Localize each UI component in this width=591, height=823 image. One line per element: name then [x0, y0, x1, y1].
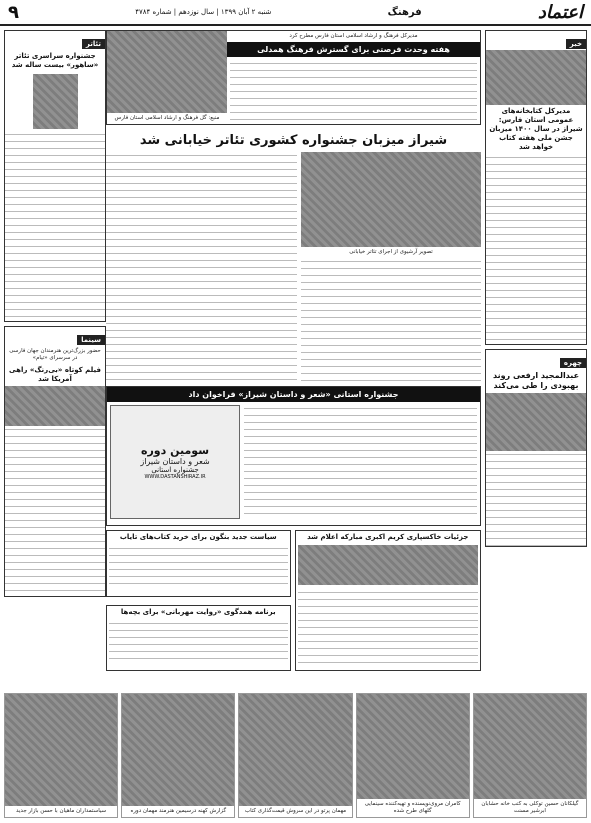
strip-item — [473, 693, 587, 818]
photo-strip — [4, 693, 587, 818]
unity-kicker: مدیرکل فرهنگ و ارشاد اسلامی استان فارس مطرح کرد — [289, 33, 418, 39]
mid-story-title: سیاست جدید بنگون برای خرید کتاب‌های تایاب — [119, 533, 277, 541]
lead-caption: تصویر آرشیوی از اجرای تئاتر خیابانی — [349, 249, 433, 255]
mid-story-photo — [298, 545, 479, 585]
unity-week-story — [106, 30, 481, 125]
news-photo — [486, 50, 586, 105]
strip-caption: مهمان پرتو در این سروش قیمت‌گذاری کتاب — [244, 808, 347, 814]
strip-caption: کامران مروی‌نویسنده و تهیه‌کننده سینمایی گلهای طرح شده — [364, 801, 461, 814]
newspaper-logo: اعتماد — [537, 1, 583, 23]
news-title: مدیرکل کتابخانه‌های عمومی استان فارس: شیراز در سال ۱۴۰۰ میزبان جشن ملی هفته کتاب خواهد شد — [489, 107, 583, 151]
mid-story-title: جزئیات خاکسپاری کریم اکبری مبارکه اعلام شد — [307, 533, 469, 541]
strip-item — [121, 693, 235, 818]
lead-photo — [301, 152, 481, 247]
news-tag: خبر — [566, 39, 586, 49]
poster-line3: جشنواره استانی — [151, 466, 199, 474]
strip-photo — [122, 694, 234, 806]
poster-line1: سومین دوره — [140, 444, 210, 457]
film-reel-photo — [5, 386, 105, 426]
strip-item — [238, 693, 352, 818]
mid-story — [106, 530, 291, 597]
mid-story — [295, 530, 482, 671]
poetry-title: جشنواره استانی «شعر و داستان شیراز» فراخوان داد — [107, 387, 480, 402]
strip-caption: سیاستمداران ماهیان با حسن بازار جدید — [16, 808, 107, 814]
theater-tag: تئاتر — [82, 39, 105, 49]
person-photo — [486, 393, 586, 451]
strip-photo — [239, 694, 351, 806]
person-box — [485, 349, 587, 547]
strip-item — [4, 693, 118, 818]
cinema-tag: سینما — [77, 335, 105, 345]
page-number: ۹ — [8, 1, 19, 23]
dateline: شنبه ۲ آبان ۱۳۹۹ | سال نوزدهم | شماره ۴۷۸۴ — [135, 8, 272, 16]
poster-line2: شعر و داستان شیراز — [140, 457, 210, 466]
strip-item — [356, 693, 470, 818]
person-title: عبدالمجید ارفعی روند بهبودی را طی می‌کند — [492, 371, 580, 390]
poster-url: WWW.DASTANSHIRAZ.IR — [144, 474, 206, 480]
unity-title: هفته وحدت فرصتی برای گسترش فرهنگ همدلی — [227, 42, 480, 57]
strip-photo — [357, 694, 469, 799]
cinema-kicker: حضور بزرگ‌ترین هنرمندان جهان فارسی در سرسرای «تیام» — [9, 348, 101, 361]
strip-photo — [5, 694, 117, 806]
poetry-poster — [110, 405, 240, 519]
mid-story-title: برنامه همدگوی «روایت مهربانی» برای بچه‌ها — [120, 607, 276, 616]
news-body — [486, 154, 586, 344]
strip-photo — [474, 694, 586, 799]
news-box — [485, 30, 587, 345]
theater-box — [4, 30, 106, 322]
theater-title: جشنواره سراسری تئاتر «ساهور» بیست ساله شد — [11, 52, 99, 69]
poetry-festival-story — [106, 386, 481, 526]
lead-title: شیراز میزبان جشنواره کشوری تئاتر خیابانی شد — [139, 133, 448, 148]
mid-stories — [106, 530, 481, 675]
strip-caption: گزارش کهنه درسیمین هنرمند مهمان دوره — [130, 808, 227, 814]
theater-poster — [33, 74, 78, 129]
person-body — [486, 451, 586, 546]
unity-photo-caption: منبع: گل فرهنگ و ارشاد اسلامی استان فارس — [114, 115, 220, 121]
unity-photo — [107, 31, 227, 113]
lead-story — [106, 152, 481, 382]
person-tag: چهره — [560, 358, 586, 368]
cinema-title: فیلم کوتاه «بی‌رنگ» راهی آمریکا شد — [9, 366, 101, 383]
mid-story — [106, 605, 291, 672]
section-name: فرهنگ — [387, 6, 422, 18]
masthead — [0, 0, 591, 26]
right-column — [485, 30, 587, 515]
strip-caption: گیلکانان حسین توکلی به کتب خانه حشابان ابرشیر مسنت — [481, 801, 579, 814]
cinema-box — [4, 326, 106, 597]
